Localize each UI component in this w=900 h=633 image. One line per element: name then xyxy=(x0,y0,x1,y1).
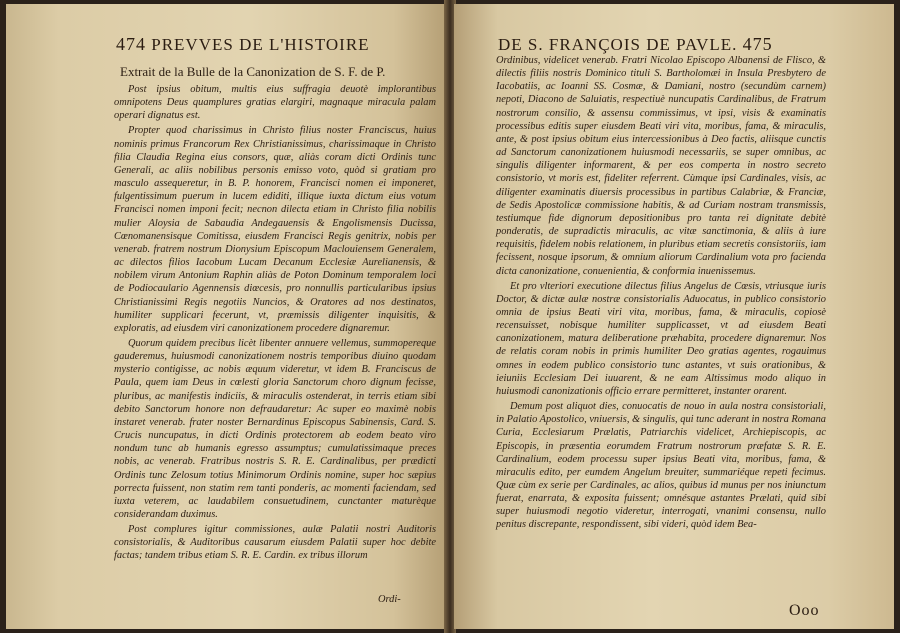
left-paragraph-4: Post complures igitur commissiones, aulæ Palatii nostri Auditoris consistorialis, & Auditoribus causarum eiusdem Palatii super hoc debite factas; tandem tribus etiam S. R. E. Cardin. ex tribus illorum xyxy=(114,524,436,562)
left-paragraph-1: Post ipsius obitum, multis eius suffragia deuotè implorantibus omnipotens Deus quamplures gratias elargiri, magnaque miracula palam operari dignatus est. xyxy=(114,84,436,122)
left-page xyxy=(6,4,446,629)
right-paragraph-3: Demum post aliquot dies, conuocatis de nouo in aula nostra consistoriali, in Palatio Apostolico, vniuersis, & singulis, qui tunc aderant in nostra Romana Curia, Ecclesiarum Prælatis, Patriarchis videlicet, Archiepiscopis, ac Episcopis, in præsentia eorumdem Fratrum nostrorum præfatæ S. R. E. Cardinalium, eodem processu super ipsius Beati vita, moribus, fama, & miraculis edito, per eumdem Angelum breuiter, summariéque repeti fecimus. Quæ cùm ex serie per Cardinales, ac alios, quibus id munus per nos iniunctum fuerat, enarrata, & exposita fuissent; omnésque astantes Prælati, quid sibi super huiusmodi negotio videretur, interrogati, vnanimi consensu, nullo penitus discrepante, respondissent, sibi videri, quòd idem Bea- xyxy=(496,401,826,531)
extract-title: Extrait de la Bulle de la Canonization de S. F. de P. xyxy=(120,64,386,79)
left-running-head xyxy=(116,34,370,55)
right-paragraph-2: Et pro vlteriori executione dilectus filius Angelus de Cœsis, vtriusque iuris Doctor, & dictæ aulæ nostræ consistorialis Aduocatus, in publico consistorio omnia de ipsius Beati viri vita, moribus, fama, & miraculis, copiosè recensuisset, nobisque humiliter supplicasset, vt ad eiusdem Beati canonizationem, matura deliberatione præhabita, procedere dignaremur. Nos de relatis coram nobis in primis humiliter Deo gratias agentes, rogauimus omnes in eodem publico consistorio tunc astantes, vt suis orationibus, & ieiuniis Ecclesiam Dei iuuarent, & ne eam Altissimus modo aliquo in huiusmodi canonizationis officio errare permitteret, instanter orarent. xyxy=(496,280,826,397)
left-page-body xyxy=(114,64,436,565)
right-paragraph-1: Ordinibus, videlicet venerab. Fratri Nicolao Episcopo Albanensi de Flisco, & dilectis filiis nostris Dominico tituli S. Bartholomæi in Insula Presbytero de Iacobatiis, ac Ioanni SS. Cosmæ, & Damiani, nostro (secundùm carnem) nepoti, Diacono de Saluiatis, respectiuè nuncupatis Cardinalibus, de Fratrum nostrorum consilio, & assensu commissimus, vt ipsi, visis & examinatis processibus editis super eiusdem Beati viri vita, moribus, fama, & miraculis, ante, & post ipsius obitum eius intercessionibus à Deo factis, aliisque cunctis ad Sanctorum canonizationem huiusmodi necessariis, se super omnibus, ac singulis diligenter informarent, & per eos comperta in nostro secreto consistorio, vt moris est, fideliter referrent. Cùmque ipsi Cardinales, visis, ac diligenter examinatis diuersis processibus in partibus Calabriæ, & Franciæ, de Sedis Apostolicæ commissione habitis, & ad Curiam nostram transmissis, testiumque fide dignorum depositionibus pro tanta rei dignitate debitè ponderatis, de supradictis miraculis, ac vitæ sanctimonia, & aliis à iure requisitis, fidelem nobis relationem, in pluribus etiam secretis consistoriis, iam fecissent, nosque ipsorum, & omnium aliorum Cardinalium vota pro facienda dicta canonizatione, conuenientia, & conformia inuenissemus. xyxy=(496,55,826,277)
right-page-body xyxy=(496,54,826,534)
catchword: Ordi- xyxy=(378,594,401,605)
right-running-head-title: DE S. FRANÇOIS DE PAVLE. xyxy=(498,35,738,54)
left-running-head-title: PREVVES DE L'HISTOIRE xyxy=(151,35,370,54)
left-paragraph-3: Quorum quidem precibus licèt libenter annuere vellemus, summopereque gauderemus, huiusmodi canonizationem nostris temporibus diuino quodam mysterio contigisse, ac nobis æquum videretur, vt idem B. Franciscus de Paula, quem iam Deus in cœlesti gloria Sanctorum choro dignum fecisse, pluribus, ac manifestis indiciis, & miraculis ostenderat, in terris etiam sibi debito Sanctorum honore non defraudaretur: Ac super eo maximè nobis instaret venerab. frater noster Bernardinus Episcopus Sabinensis, Card. S. Crucis nuncupatus, in dicti Ordinis protectorem ab eodem beato viro nondum tunc ab humanis egresso assumptus; cumulatissimaque preces nobis, ac venerab. Fratribus nostris S. R. E. Cardinalibus, per prædicti Ordinis tunc Zelosum totius Minimorum Ordinis nomine, super hoc sæpius porrecta fuissent, non statim rem tanti ponderis, ac momenti faciendam, sed iuxta veterem, ac laudabilem consuetudinem, cunctanter maturèque considerandam duximus. xyxy=(114,337,436,520)
left-page-number: 474 xyxy=(116,34,146,54)
left-paragraph-2: Propter quod charissimus in Christo filius noster Franciscus, huius nominis primus Francorum Rex Christianissimus, charissimaque in Christo filia Claudia Regina eius consors, quæ, aliàs coram dicti Ordinis tunc Generali, ac aliis nobilibus personis emisso voto, quòd si gratiam pro masculo assequeretur, in B. P. honorem, Francisci nomen ei imponeret, fulgentissimum puerum in lucem ediditi, illique iuxta dictum eius votum Francisci nomen imponi fecit; necnon dilecta etiam in Christo filia nobilis mulier Aloysia de Sabaudia Andegauensis & Engolismensis Ducissa, Cœnomanensisque Comitissa, eiusdem Francisci Regis genitrix, nobis per venerab. fratrem nostrum Dionysium Episcopum Maclouiensem Generalem, ac dilectos filios Iacobum Lucam Decanum Ecclesiæ Aurelianensis, & nobilem virum Antonium Raphin aliàs de Poton Dominum temporalem loci de Podiocaulario Agennensis diœcesis, pro nonnullis particularibus ipsius Christianissimi Regis negotiis Nuncios, & Oratores ad nos destinatos, humiliter supplicari fecerunt, vt, præmissis diligenter inquisitis, & exploratis, ad eiusdem viri canonizationem procedere dignaremur. xyxy=(114,125,436,334)
right-page xyxy=(454,4,894,629)
signature-mark: Ooo xyxy=(789,602,820,619)
right-page-number: 475 xyxy=(742,34,773,54)
right-running-head xyxy=(498,34,773,55)
